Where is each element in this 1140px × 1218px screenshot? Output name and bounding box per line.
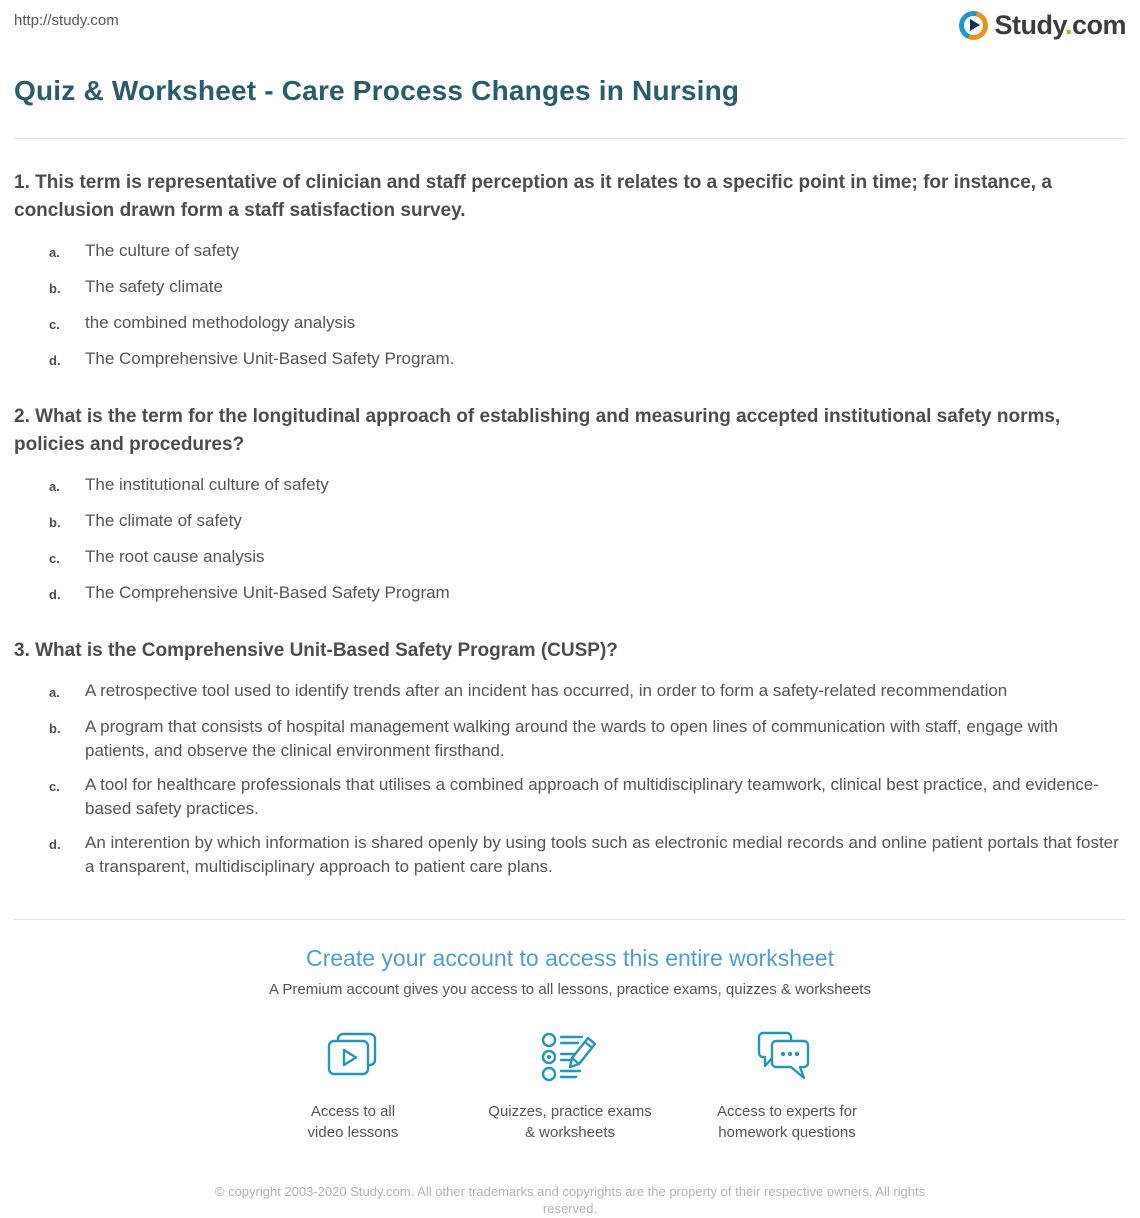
studycom-logo[interactable] xyxy=(959,10,1126,41)
question-2-option-b xyxy=(14,509,1126,535)
question-1-option-b xyxy=(14,275,1126,301)
question-2-option-d xyxy=(14,581,1126,607)
option-letter: b. xyxy=(49,281,61,296)
question-1-option-c xyxy=(14,311,1126,337)
logo-word-com: com xyxy=(1071,10,1126,40)
option-letter: c. xyxy=(49,779,60,794)
copyright-text: © copyright 2003-2020 Study.com. All other trademarks and copyrights are the property of their respective owners. All rights reserved. xyxy=(214,1184,926,1216)
feature-label xyxy=(462,1101,679,1143)
question-2-option-a xyxy=(14,473,1126,499)
option-letter: c. xyxy=(49,551,60,566)
option-text: An interention by which information is shared openly by using tools such as electronic medial records and online patient portals that foster a transparent, multidisciplinary approach to patient care plans. xyxy=(85,833,1119,876)
option-letter: c. xyxy=(49,317,60,332)
option-text: The safety climate xyxy=(85,277,223,296)
site-url: http://study.com xyxy=(14,12,119,29)
option-text: A tool for healthcare professionals that utilises a combined approach of multidisciplinary teamwork, clinical best practice, and evidence-based safety practices. xyxy=(85,775,1099,818)
option-letter: b. xyxy=(49,515,61,530)
studycom-play-icon xyxy=(959,11,988,40)
option-letter: d. xyxy=(49,837,61,852)
question-3-option-a xyxy=(14,679,1126,705)
feature-label xyxy=(679,1101,896,1143)
feature-label-line1: Access to all xyxy=(310,1103,396,1120)
experts-chat-icon xyxy=(679,1031,896,1093)
features-row xyxy=(14,1031,1126,1143)
option-text: The Comprehensive Unit-Based Safety Program. xyxy=(85,349,455,368)
feature-experts-chat xyxy=(679,1031,896,1143)
feature-label-line2: & worksheets xyxy=(524,1124,616,1141)
create-account-link[interactable]: Create your account to access this entire worksheet xyxy=(306,945,834,971)
option-letter: a. xyxy=(49,685,60,700)
question-3-option-b xyxy=(14,715,1126,763)
question-1-text: 1. This term is representative of clinician and staff perception as it relates to a specific point in time; for instance, a conclusion drawn form a staff satisfaction survey. xyxy=(14,172,1052,221)
feature-label-line2: video lessons xyxy=(307,1124,399,1141)
option-text: The institutional culture of safety xyxy=(85,475,329,494)
question-2 xyxy=(14,403,1126,607)
question-2-option-c xyxy=(14,545,1126,571)
feature-label-line2: homework questions xyxy=(718,1124,856,1141)
question-1-option-d xyxy=(14,347,1126,373)
premium-subheading: A Premium account gives you access to all lessons, practice exams, quizzes & worksheets xyxy=(269,981,871,998)
question-3-text: 3. What is the Comprehensive Unit-Based Safety Program (CUSP)? xyxy=(14,640,618,661)
question-3-option-c xyxy=(14,773,1126,821)
option-text: The Comprehensive Unit-Based Safety Program xyxy=(85,583,450,602)
option-text: The climate of safety xyxy=(85,511,242,530)
question-3-option-d xyxy=(14,831,1126,879)
studycom-logo-text xyxy=(994,10,1126,41)
feature-label xyxy=(245,1101,462,1143)
question-2-text: 2. What is the term for the longitudinal approach of establishing and measuring accepted institutional safety norms, policies and procedures? xyxy=(14,406,1061,455)
footer xyxy=(14,1183,1126,1218)
option-text: the combined methodology analysis xyxy=(85,313,356,332)
video-lessons-icon xyxy=(245,1031,462,1093)
logo-word-study: Study xyxy=(994,10,1065,40)
promo-section xyxy=(14,945,1126,1143)
option-letter: d. xyxy=(49,587,61,602)
page-title: Quiz & Worksheet - Care Process Changes in Nursing xyxy=(14,75,740,106)
option-text: A retrospective tool used to identify trends after an incident has occurred, in order to form a safety-related recommendation xyxy=(85,681,1008,700)
question-1 xyxy=(14,169,1126,373)
option-letter: a. xyxy=(49,245,60,260)
option-text: The root cause analysis xyxy=(85,547,265,566)
promo-divider xyxy=(14,919,1126,920)
logo-dot: . xyxy=(1064,10,1072,40)
title-divider xyxy=(14,138,1126,139)
feature-label-line1: Access to experts for xyxy=(716,1103,858,1120)
feature-quizzes-worksheets xyxy=(462,1031,679,1143)
feature-video-lessons xyxy=(245,1031,462,1143)
option-letter: a. xyxy=(49,479,60,494)
option-text: A program that consists of hospital management walking around the wards to open lines of communication with staff, engage with patients, and observe the clinical environment firsthand. xyxy=(85,717,1059,760)
question-3 xyxy=(14,637,1126,879)
question-1-option-a xyxy=(14,239,1126,265)
option-text: The culture of safety xyxy=(85,241,240,260)
header xyxy=(14,0,1126,48)
option-letter: d. xyxy=(49,353,61,368)
feature-label-line1: Quizzes, practice exams xyxy=(488,1103,652,1120)
quizzes-worksheets-icon xyxy=(462,1031,679,1093)
option-letter: b. xyxy=(49,721,61,736)
